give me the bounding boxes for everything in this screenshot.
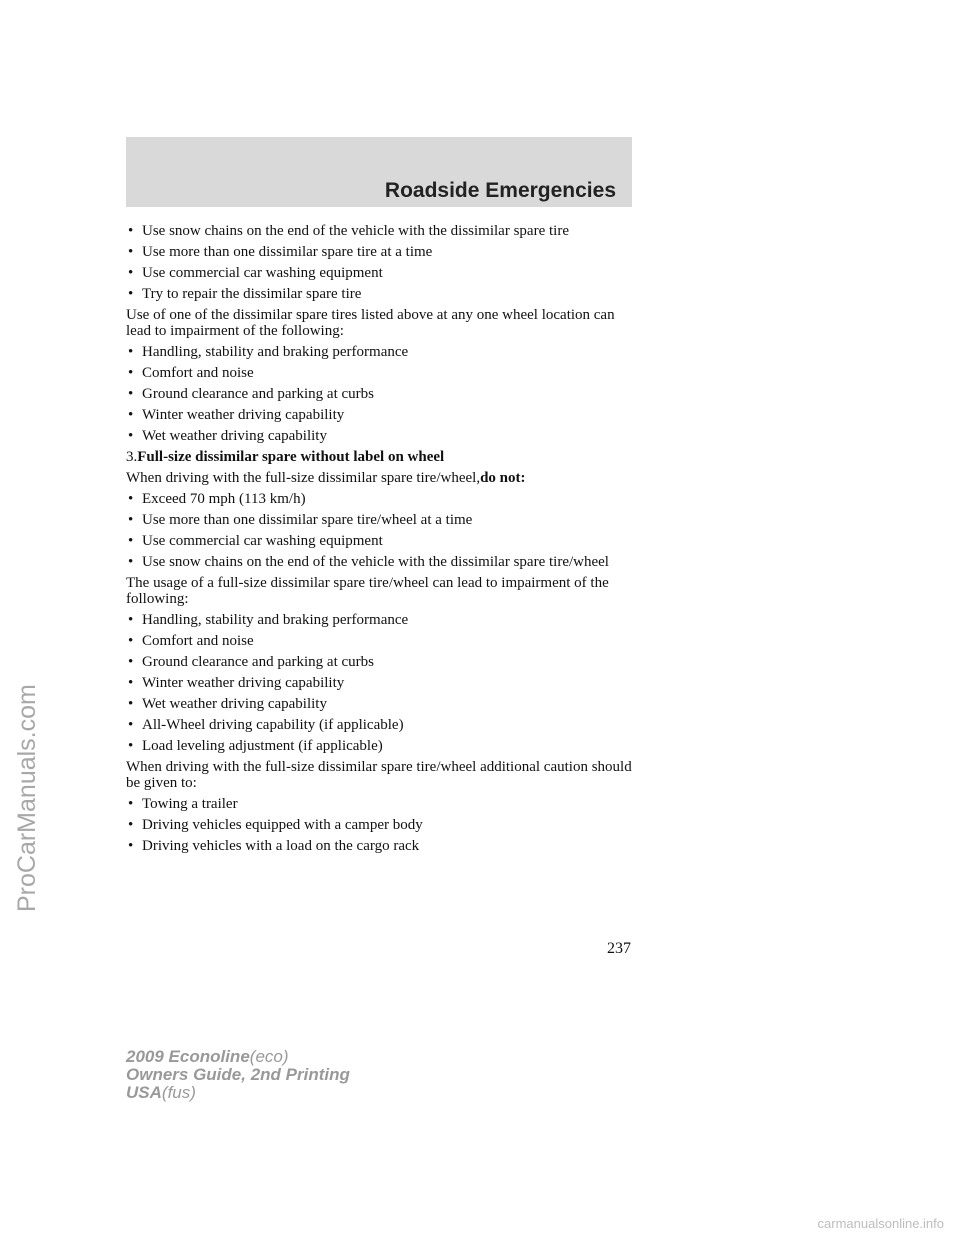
bullet-icon: •	[128, 696, 134, 712]
list-item: • Use more than one dissimilar spare tire/wheel at a time	[128, 512, 473, 528]
bullet-icon: •	[128, 817, 134, 833]
site-footer-watermark: carmanualsonline.info	[817, 1216, 944, 1231]
bullet-icon: •	[128, 554, 134, 570]
bullet-icon: •	[128, 407, 134, 423]
list-item: • Ground clearance and parking at curbs	[128, 654, 374, 670]
list-item: • Driving vehicles equipped with a camper body	[128, 817, 423, 833]
bullet-icon: •	[128, 654, 134, 670]
list-item: • Handling, stability and braking performance	[128, 612, 409, 628]
paragraph: The usage of a full-size dissimilar spare tire/wheel can lead to impairment of the following:	[126, 575, 609, 607]
bullet-icon: •	[128, 286, 134, 302]
bullet-icon: •	[128, 838, 134, 854]
list-item: • Use commercial car washing equipment	[128, 533, 383, 549]
list-item: • Driving vehicles with a load on the cargo rack	[128, 838, 420, 854]
list-item: • All-Wheel driving capability (if applicable)	[128, 717, 404, 733]
bullet-icon: •	[128, 428, 134, 444]
list-item: • Comfort and noise	[128, 365, 254, 381]
list-item: • Wet weather driving capability	[128, 696, 327, 712]
list-item: • Use snow chains on the end of the vehicle with the dissimilar spare tire	[128, 223, 569, 239]
document-footer	[126, 1048, 350, 1102]
paragraph: When driving with the full-size dissimilar spare tire/wheel additional caution should be given to:	[126, 759, 632, 791]
footer-line-printing: Owners Guide, 2nd Printing	[126, 1065, 350, 1084]
paragraph: When driving with the full-size dissimilar spare tire/wheel,do not:	[126, 470, 526, 486]
section-header-band	[126, 137, 632, 207]
bullet-icon: •	[128, 717, 134, 733]
bullet-icon: •	[128, 512, 134, 528]
bullet-icon: •	[128, 386, 134, 402]
list-item: • Wet weather driving capability	[128, 428, 327, 444]
list-item: • Ground clearance and parking at curbs	[128, 386, 374, 402]
list-item: • Exceed 70 mph (113 km/h)	[128, 491, 306, 507]
page-number: 237	[607, 940, 631, 957]
bullet-icon: •	[128, 491, 134, 507]
section-title: Roadside Emergencies	[384, 179, 616, 202]
bullet-icon: •	[128, 365, 134, 381]
bullet-icon: •	[128, 344, 134, 360]
bullet-icon: •	[128, 223, 134, 239]
bullet-icon: •	[128, 633, 134, 649]
paragraph: Use of one of the dissimilar spare tires listed above at any one wheel location can lead to impairment of the following:	[126, 307, 615, 339]
list-item: • Try to repair the dissimilar spare tire	[128, 286, 362, 302]
footer-line-model: 2009 Econoline(eco)	[126, 1047, 289, 1066]
bullet-icon: •	[128, 738, 134, 754]
list-item: • Use commercial car washing equipment	[128, 265, 383, 281]
bullet-icon: •	[128, 612, 134, 628]
list-item: • Winter weather driving capability	[128, 675, 345, 691]
bullet-icon: •	[128, 265, 134, 281]
list-item: • Use more than one dissimilar spare tire at a time	[128, 244, 433, 260]
bullet-icon: •	[128, 796, 134, 812]
bullet-icon: •	[128, 675, 134, 691]
bullet-icon: •	[128, 533, 134, 549]
list-item: • Load leveling adjustment (if applicable)	[128, 738, 383, 754]
list-item: • Comfort and noise	[128, 633, 254, 649]
side-watermark: ProCarManuals.com	[13, 684, 41, 912]
list-item: • Winter weather driving capability	[128, 407, 345, 423]
page-content	[126, 223, 636, 859]
list-item: • Towing a trailer	[128, 796, 238, 812]
section-heading: 3.Full-size dissimilar spare without label on wheel	[126, 449, 445, 465]
list-item: • Use snow chains on the end of the vehicle with the dissimilar spare tire/wheel	[128, 554, 609, 570]
list-item: • Handling, stability and braking performance	[128, 344, 409, 360]
bullet-icon: •	[128, 244, 134, 260]
footer-line-market: USA(fus)	[126, 1083, 196, 1102]
